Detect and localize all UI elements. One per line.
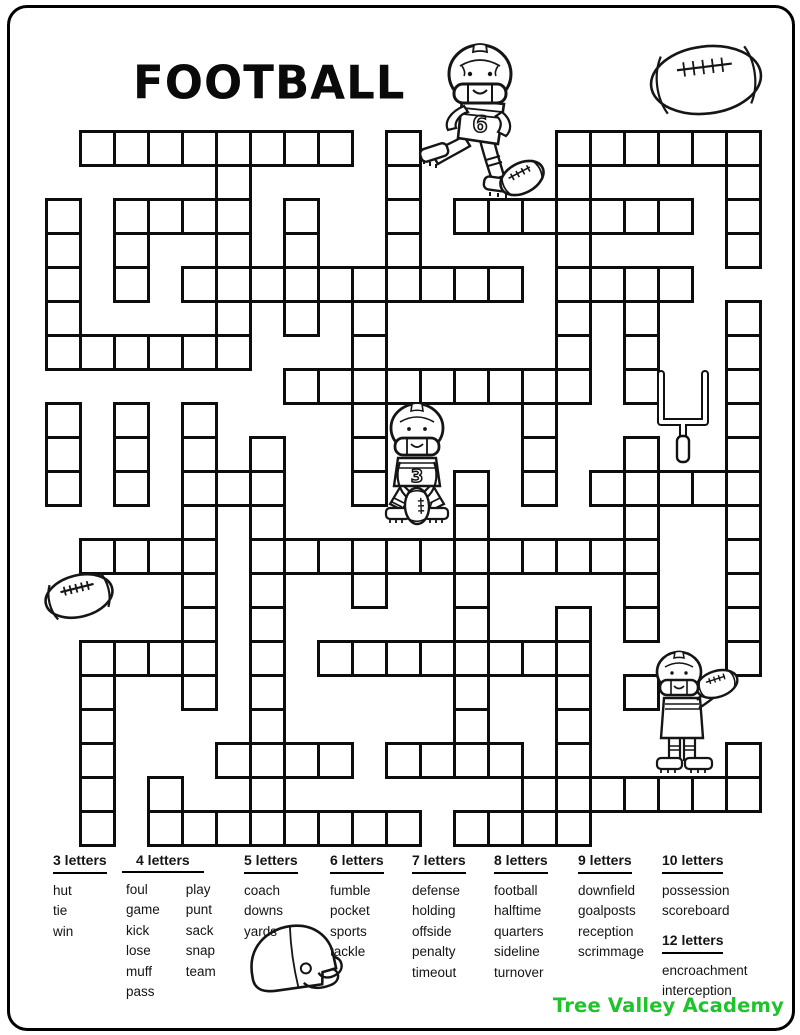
grid-cell[interactable]: [317, 538, 354, 575]
grid-cell[interactable]: [657, 470, 694, 507]
word-list-item: downfield: [578, 882, 636, 898]
grid-cell[interactable]: [555, 674, 592, 711]
grid-cell[interactable]: [181, 130, 218, 167]
grid-cell[interactable]: [623, 776, 660, 813]
grid-cell[interactable]: [249, 470, 286, 507]
grid-cell[interactable]: [79, 708, 116, 745]
grid-cell[interactable]: [589, 470, 626, 507]
grid-cell[interactable]: [453, 708, 490, 745]
grid-cell[interactable]: [45, 300, 82, 337]
word-group-6-letters: [330, 850, 384, 963]
grid-cell[interactable]: [181, 572, 218, 609]
svg-text:6: 6: [472, 113, 488, 138]
word-list-item: team: [185, 963, 216, 979]
grid-cell[interactable]: [385, 130, 422, 167]
grid-cell[interactable]: [249, 708, 286, 745]
grid-cell[interactable]: [657, 130, 694, 167]
grid-cell[interactable]: [147, 198, 184, 235]
word-group-4-letters: [122, 850, 216, 1003]
grid-cell[interactable]: [555, 266, 592, 303]
grid-cell[interactable]: [725, 470, 762, 507]
grid-cell[interactable]: [181, 402, 218, 439]
grid-cell[interactable]: [521, 810, 558, 847]
grid-cell[interactable]: [385, 538, 422, 575]
word-list-item: defense: [412, 882, 461, 898]
grid-cell[interactable]: [283, 232, 320, 269]
word-list-item: hut: [53, 882, 72, 898]
grid-cell[interactable]: [317, 368, 354, 405]
grid-cell[interactable]: [453, 470, 490, 507]
grid-cell[interactable]: [725, 198, 762, 235]
grid-cell[interactable]: [725, 368, 762, 405]
grid-cell[interactable]: [453, 810, 490, 847]
grid-cell[interactable]: [79, 674, 116, 711]
grid-cell[interactable]: [623, 130, 660, 167]
grid-cell[interactable]: [181, 436, 218, 473]
grid-cell[interactable]: [725, 436, 762, 473]
grid-cell[interactable]: [249, 776, 286, 813]
grid-cell[interactable]: [521, 640, 558, 677]
grid-cell[interactable]: [555, 368, 592, 405]
word-list-item: goalposts: [578, 903, 636, 918]
grid-cell[interactable]: [385, 810, 422, 847]
grid-cell[interactable]: [181, 266, 218, 303]
grid-cell[interactable]: [215, 742, 252, 779]
grid-cell[interactable]: [147, 640, 184, 677]
word-list-item: win: [53, 923, 74, 939]
word-list-item: lose: [126, 943, 151, 958]
word-list-item: pocket: [330, 903, 370, 918]
grid-cell[interactable]: [555, 198, 592, 235]
grid-cell[interactable]: [623, 266, 660, 303]
grid-cell[interactable]: [79, 810, 116, 847]
grid-cell[interactable]: [351, 810, 388, 847]
word-list-item: reception: [578, 923, 634, 939]
grid-cell[interactable]: [385, 640, 422, 677]
grid-cell[interactable]: [521, 470, 558, 507]
grid-cell[interactable]: [623, 572, 660, 609]
grid-cell[interactable]: [215, 266, 252, 303]
grid-cell[interactable]: [555, 742, 592, 779]
grid-cell[interactable]: [521, 538, 558, 575]
grid-cell[interactable]: [521, 402, 558, 439]
grid-cell[interactable]: [249, 640, 286, 677]
grid-cell[interactable]: [215, 164, 252, 201]
grid-cell[interactable]: [725, 606, 762, 643]
grid-cell[interactable]: [45, 334, 82, 371]
grid-cell[interactable]: [589, 130, 626, 167]
grid-cell[interactable]: [385, 368, 422, 405]
word-group-heading: 6 letters: [330, 850, 384, 874]
grid-cell[interactable]: [385, 164, 422, 201]
grid-cell[interactable]: [113, 640, 150, 677]
grid-cell[interactable]: [351, 368, 388, 405]
grid-cell[interactable]: [249, 538, 286, 575]
word-list-item: tie: [53, 903, 68, 918]
grid-cell[interactable]: [657, 266, 694, 303]
grid-cell[interactable]: [453, 368, 490, 405]
word-list-item: interception: [662, 983, 732, 998]
word-group-heading: 9 letters: [578, 850, 632, 874]
word-list-item: sack: [185, 922, 214, 938]
grid-cell[interactable]: [317, 640, 354, 677]
grid-cell[interactable]: [555, 232, 592, 269]
grid-cell[interactable]: [487, 266, 524, 303]
grid-cell[interactable]: [419, 538, 456, 575]
grid-cell[interactable]: [45, 470, 82, 507]
word-list-item: coach: [244, 882, 281, 898]
grid-cell[interactable]: [453, 742, 490, 779]
word-list-item: play: [185, 881, 211, 897]
word-group-heading: 3 letters: [53, 850, 107, 874]
word-list-item: punt: [185, 902, 213, 917]
grid-cell[interactable]: [249, 606, 286, 643]
word-list-item: game: [126, 902, 160, 917]
grid-cell[interactable]: [589, 538, 626, 575]
grid-cell[interactable]: [249, 130, 286, 167]
grid-cell[interactable]: [113, 436, 150, 473]
grid-cell[interactable]: [249, 572, 286, 609]
grid-cell[interactable]: [249, 742, 286, 779]
grid-cell[interactable]: [453, 504, 490, 541]
word-group-heading: 12 letters: [662, 930, 723, 954]
grid-cell[interactable]: [113, 402, 150, 439]
grid-cell[interactable]: [249, 504, 286, 541]
word-group-5-letters: [244, 850, 298, 942]
grid-cell[interactable]: [317, 810, 354, 847]
grid-cell[interactable]: [113, 232, 150, 269]
kicking-player-icon: [418, 32, 548, 204]
grid-cell[interactable]: [453, 572, 490, 609]
word-list-item: encroachment: [662, 962, 748, 978]
grid-cell[interactable]: [181, 538, 218, 575]
grid-cell[interactable]: [589, 198, 626, 235]
grid-cell[interactable]: [45, 198, 82, 235]
catching-player-icon: [645, 650, 737, 778]
word-list-item: snap: [185, 943, 216, 958]
grid-cell[interactable]: [79, 130, 116, 167]
grid-cell[interactable]: [45, 402, 82, 439]
goalpost-icon: [652, 370, 714, 465]
grid-cell[interactable]: [555, 164, 592, 201]
word-list-item: downs: [244, 903, 284, 918]
grid-cell[interactable]: [79, 640, 116, 677]
grid-cell[interactable]: [623, 538, 660, 575]
grid-cell[interactable]: [725, 232, 762, 269]
grid-cell[interactable]: [79, 334, 116, 371]
grid-cell[interactable]: [453, 674, 490, 711]
grid-cell[interactable]: [147, 538, 184, 575]
word-group-heading: 4 letters: [122, 850, 204, 873]
grid-cell[interactable]: [215, 810, 252, 847]
word-group-10-letters: [662, 850, 730, 922]
word-list-item: foul: [126, 881, 148, 897]
grid-cell[interactable]: [623, 198, 660, 235]
grid-cell[interactable]: [623, 504, 660, 541]
grid-cell[interactable]: [215, 130, 252, 167]
grid-cell[interactable]: [215, 198, 252, 235]
grid-cell[interactable]: [521, 368, 558, 405]
grid-cell[interactable]: [555, 810, 592, 847]
grid-cell[interactable]: [453, 640, 490, 677]
brand-logo-text: Tree Valley Academy: [552, 994, 784, 1017]
word-list-item: muff: [126, 963, 153, 979]
word-list-item: scrimmage: [578, 944, 645, 959]
grid-cell[interactable]: [725, 776, 762, 813]
grid-cell[interactable]: [623, 300, 660, 337]
page-title: FOOTBALL: [133, 55, 406, 110]
grid-cell[interactable]: [113, 538, 150, 575]
football-icon: [641, 31, 770, 129]
word-list-item: timeout: [412, 964, 457, 980]
grid-cell[interactable]: [249, 266, 286, 303]
grid-cell[interactable]: [283, 810, 320, 847]
grid-cell[interactable]: [725, 504, 762, 541]
grid-cell[interactable]: [249, 674, 286, 711]
grid-cell[interactable]: [147, 130, 184, 167]
grid-cell[interactable]: [181, 810, 218, 847]
grid-cell[interactable]: [317, 266, 354, 303]
grid-cell[interactable]: [283, 300, 320, 337]
grid-cell[interactable]: [487, 368, 524, 405]
grid-cell[interactable]: [521, 776, 558, 813]
grid-cell[interactable]: [725, 402, 762, 439]
grid-cell[interactable]: [385, 742, 422, 779]
grid-cell[interactable]: [79, 742, 116, 779]
grid-cell[interactable]: [725, 130, 762, 167]
word-list-item: sports: [330, 923, 367, 939]
grid-cell[interactable]: [113, 470, 150, 507]
grid-cell[interactable]: [215, 300, 252, 337]
grid-cell[interactable]: [657, 198, 694, 235]
word-list-item: yards: [244, 923, 278, 939]
grid-cell[interactable]: [113, 198, 150, 235]
grid-cell[interactable]: [555, 130, 592, 167]
grid-cell[interactable]: [283, 538, 320, 575]
grid-cell[interactable]: [45, 266, 82, 303]
word-list-item: turnover: [494, 964, 544, 980]
word-list-item: possession: [662, 882, 730, 898]
grid-cell[interactable]: [725, 164, 762, 201]
grid-cell[interactable]: [589, 776, 626, 813]
grid-cell[interactable]: [555, 606, 592, 643]
grid-cell[interactable]: [181, 198, 218, 235]
grid-cell[interactable]: [45, 436, 82, 473]
grid-cell[interactable]: [283, 130, 320, 167]
word-group-8-letters: [494, 850, 548, 983]
grid-cell[interactable]: [453, 606, 490, 643]
grid-cell[interactable]: [283, 198, 320, 235]
grid-cell[interactable]: [113, 334, 150, 371]
grid-cell[interactable]: [351, 538, 388, 575]
word-group-9-letters: [578, 850, 644, 963]
grid-cell[interactable]: [487, 810, 524, 847]
grid-cell[interactable]: [555, 334, 592, 371]
grid-cell[interactable]: [623, 334, 660, 371]
grid-cell[interactable]: [419, 266, 456, 303]
grid-cell[interactable]: [215, 470, 252, 507]
word-group-3-letters: [53, 850, 107, 942]
grid-cell[interactable]: [283, 266, 320, 303]
grid-cell[interactable]: [487, 538, 524, 575]
grid-cell[interactable]: [45, 232, 82, 269]
grid-cell[interactable]: [283, 742, 320, 779]
grid-cell[interactable]: [147, 334, 184, 371]
svg-text:3: 3: [410, 466, 424, 487]
word-group-7-letters: [412, 850, 466, 983]
word-group-heading: 10 letters: [662, 850, 723, 874]
grid-cell[interactable]: [249, 436, 286, 473]
grid-cell[interactable]: [181, 640, 218, 677]
word-list-item: quarters: [494, 923, 544, 939]
grid-cell[interactable]: [555, 538, 592, 575]
grid-cell[interactable]: [317, 130, 354, 167]
word-list-item: fumble: [330, 882, 371, 898]
grid-cell[interactable]: [555, 776, 592, 813]
word-list-item: offside: [412, 923, 452, 939]
word-list-item: scoreboard: [662, 903, 730, 918]
grid-cell[interactable]: [351, 334, 388, 371]
grid-cell[interactable]: [725, 334, 762, 371]
grid-cell[interactable]: [453, 538, 490, 575]
grid-cell[interactable]: [555, 640, 592, 677]
grid-cell[interactable]: [487, 742, 524, 779]
grid-cell[interactable]: [691, 130, 728, 167]
grid-cell[interactable]: [555, 300, 592, 337]
grid-cell[interactable]: [79, 776, 116, 813]
grid-cell[interactable]: [351, 300, 388, 337]
grid-cell[interactable]: [351, 640, 388, 677]
grid-cell[interactable]: [181, 334, 218, 371]
grid-cell[interactable]: [623, 606, 660, 643]
word-list-item: holding: [412, 903, 456, 918]
grid-cell[interactable]: [113, 266, 150, 303]
word-group-heading: 8 letters: [494, 850, 548, 874]
grid-cell[interactable]: [487, 640, 524, 677]
grid-cell[interactable]: [419, 742, 456, 779]
grid-cell[interactable]: [385, 266, 422, 303]
word-list-item: sideline: [494, 944, 540, 959]
grid-cell[interactable]: [453, 266, 490, 303]
word-list-item: football: [494, 882, 538, 898]
word-group-heading: 7 letters: [412, 850, 466, 874]
word-list-item: penalty: [412, 944, 456, 959]
grid-cell[interactable]: [691, 470, 728, 507]
grid-cell[interactable]: [385, 198, 422, 235]
grid-cell[interactable]: [351, 266, 388, 303]
grid-cell[interactable]: [351, 572, 388, 609]
word-group-12-letters: [662, 930, 748, 1002]
grid-cell[interactable]: [181, 504, 218, 541]
grid-cell[interactable]: [623, 470, 660, 507]
grid-cell[interactable]: [521, 436, 558, 473]
grid-cell[interactable]: [181, 674, 218, 711]
grid-cell[interactable]: [589, 266, 626, 303]
grid-cell[interactable]: [181, 470, 218, 507]
grid-cell[interactable]: [215, 334, 252, 371]
grid-cell[interactable]: [147, 776, 184, 813]
grid-cell[interactable]: [657, 776, 694, 813]
grid-cell[interactable]: [283, 368, 320, 405]
grid-cell[interactable]: [419, 368, 456, 405]
word-list-item: kick: [126, 922, 150, 938]
word-group-heading: 5 letters: [244, 850, 298, 874]
grid-cell[interactable]: [725, 572, 762, 609]
grid-cell[interactable]: [555, 708, 592, 745]
grid-cell[interactable]: [113, 130, 150, 167]
grid-cell[interactable]: [419, 640, 456, 677]
grid-cell[interactable]: [181, 606, 218, 643]
grid-cell[interactable]: [725, 300, 762, 337]
grid-cell[interactable]: [215, 232, 252, 269]
grid-cell[interactable]: [691, 776, 728, 813]
word-list-item: tackle: [330, 944, 366, 959]
sitting-player-icon: [382, 402, 452, 536]
grid-cell[interactable]: [317, 742, 354, 779]
grid-cell[interactable]: [725, 538, 762, 575]
grid-cell[interactable]: [147, 810, 184, 847]
word-list-item: pass: [126, 984, 155, 999]
word-list-item: halftime: [494, 903, 542, 918]
grid-cell[interactable]: [249, 810, 286, 847]
grid-cell[interactable]: [385, 232, 422, 269]
